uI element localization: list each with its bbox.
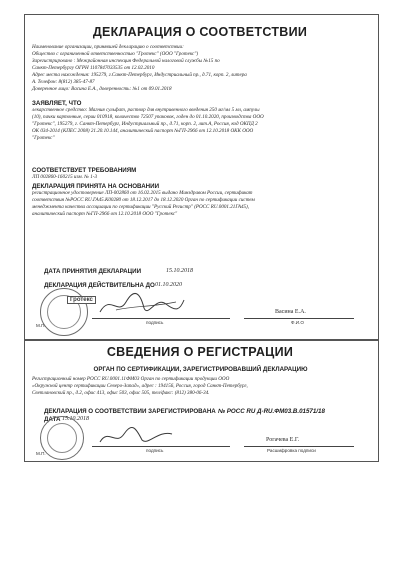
registration-label: ДЕКЛАРАЦИЯ О СООТВЕТСТВИИ ЗАРЕГИСТРИРОВАНА bbox=[44, 408, 216, 415]
claims-line-2: (10), пачки картонные, серии 010918, количество 72507 упаковок, годен до 01.10.2020, производства ООО bbox=[32, 114, 264, 120]
certification-stamp-inner-ring bbox=[47, 423, 77, 453]
signer-name: Васина Е.А. bbox=[275, 309, 306, 315]
name-caption-1: Ф.И.О bbox=[291, 320, 304, 325]
registration-body-line-2: «Окружной центр сертификации Северо-Запад», адрес : 194156, Россия, город Санкт-Петербург, bbox=[32, 383, 248, 389]
org-line-6: А. Телефон: 8(812) 385-47-87 bbox=[32, 79, 95, 85]
org-line-1: Наименование организации, принявшей декларацию о соответствии: bbox=[32, 44, 184, 50]
signature-line-2 bbox=[92, 446, 230, 447]
claims-line-3: "Гротекс", 195279, г. Санкт-Петербург, Индустриальный пр., д.71, корп. 2, лит.А, Россия, код ОКПД 2 bbox=[32, 121, 258, 127]
claims-line-5: "Гротекс" bbox=[32, 135, 55, 141]
officer-name: Рогачева Е.Г. bbox=[266, 437, 300, 443]
requirements-text: ЛП 002860-160215 изм. № 1-3 bbox=[32, 174, 98, 180]
registration-body-heading: ОРГАН ПО СЕРТИФИКАЦИИ, ЗАРЕГИСТРИРОВАВШИЙ ДЕКЛАРАЦИЮ bbox=[93, 366, 308, 373]
claims-line-4: ОК 034-2014 (КПЕС 2008) 21.20.10.144, аналитический паспорт №ГП-2966 от 12.10.2018 ОКК ООО bbox=[32, 128, 254, 134]
stamp-company-name: Гротекс bbox=[67, 296, 96, 304]
basis-line-4: аналитический паспорт №ГП-2966 от 12.10.2018 ООО "Гротекс" bbox=[32, 211, 178, 217]
valid-until-date: 01.10.2020 bbox=[155, 282, 182, 288]
registration-body-line-3: Светлановский пр., д.2, офис 413, офис 503, офис 505, тел/факс: (812) 380-06-34. bbox=[32, 390, 210, 396]
claims-line-1: лекарственное средство: Магния сульфат, раствор для внутривенного введения 250 мг/мл 5 мл, ампулы bbox=[32, 107, 260, 113]
signature-caption-2: подпись bbox=[146, 448, 164, 453]
org-line-2: Общество с ограниченной ответственностью "Гротекс" (ООО "Гротекс") bbox=[32, 51, 199, 57]
registration-date-label: ДАТА bbox=[44, 416, 61, 423]
registration-body-line-1: Регистрационный номер РОСС RU.0001.11ФМ03 Орган по сертификации продукции ООО bbox=[32, 376, 230, 382]
basis-line-2: соответствия №РОСС RU.ГА45.К00280 от 18.12.2017 до 18.12.2020 Орган по сертификации систем bbox=[32, 197, 255, 203]
declaration-title: ДЕКЛАРАЦИЯ О СООТВЕТСТВИИ bbox=[92, 25, 308, 39]
registration-title: СВЕДЕНИЯ О РЕГИСТРАЦИИ bbox=[106, 345, 294, 359]
requirements-heading: СООТВЕТСТВУЕТ ТРЕБОВАНИЯМ bbox=[32, 167, 137, 174]
mp-label-1: М.П. bbox=[36, 323, 46, 328]
name-caption-2: Расшифровка подписи bbox=[267, 448, 316, 453]
basis-line-3: менеджмента качества ассоциации по сертификации "Русский Регистр" (РОСС RU.0001.21ГА45), bbox=[32, 204, 250, 210]
officer-signature bbox=[96, 424, 176, 448]
org-line-4: Санкт-Петербургу ОГРН 1107847033535 от 12.02.2010 bbox=[32, 65, 155, 71]
name-line-1 bbox=[244, 318, 354, 319]
org-line-3: Зарегистрировано : Межрайонная инспекция Федеральной налоговой службы №15 по bbox=[32, 58, 220, 64]
claims-heading: ЗАЯВЛЯЕТ, ЧТО bbox=[32, 100, 82, 107]
declarant-signature bbox=[96, 290, 186, 320]
basis-heading: ДЕКЛАРАЦИЯ ПРИНЯТА НА ОСНОВАНИИ bbox=[32, 183, 160, 190]
registration-number: № РОСС RU Д-RU.ФМ03.В.01571/18 bbox=[218, 408, 325, 415]
org-line-5: Адрес места нахождения: 195279, г.Санкт-Петербург, Индустриальный пр., д.71, корп. 2, литера bbox=[32, 72, 247, 78]
basis-line-1: регистрационное удостоверение ЛП-002860 от 16.02.2015 выдано Минздравом России, сертификат bbox=[32, 190, 253, 196]
signature-line-1 bbox=[92, 318, 230, 319]
name-line-2 bbox=[244, 446, 354, 447]
valid-until-label: ДЕКЛАРАЦИЯ ДЕЙСТВИТЕЛЬНА ДО bbox=[44, 282, 155, 289]
registration-date: 15.10.2018 bbox=[62, 416, 89, 422]
mp-label-2: М.П. bbox=[36, 451, 46, 456]
org-line-7: Доверенное лицо: Васина Е.А., доверенность: №1 от 09.01.2018 bbox=[32, 86, 172, 92]
accept-date: 15.10.2018 bbox=[166, 268, 193, 274]
signature-caption-1: подпись bbox=[146, 320, 164, 325]
accept-date-label: ДАТА ПРИНЯТИЯ ДЕКЛАРАЦИИ bbox=[44, 268, 142, 275]
